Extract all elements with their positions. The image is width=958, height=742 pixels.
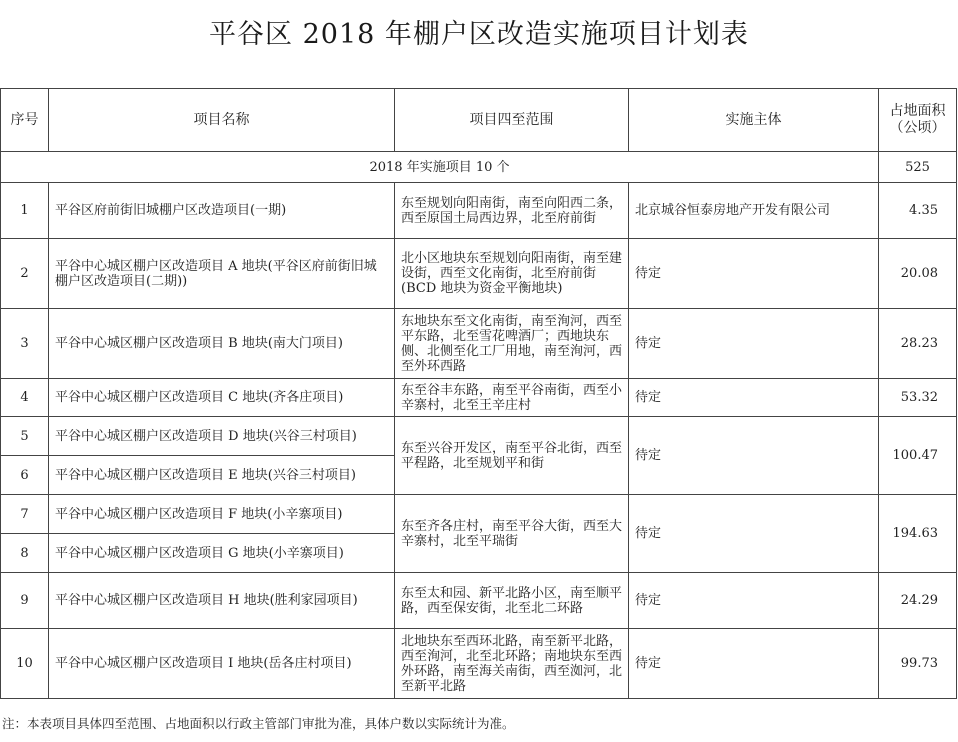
table-row [1,379,957,417]
row-no: 3 [1,309,49,379]
summary-row [1,152,957,183]
table-row [1,239,957,309]
row-area: 28.23 [879,309,957,379]
row-no: 5 [1,417,49,456]
table-row [1,309,957,379]
footnote: 注：本表项目具体四至范围、占地面积以行政主管部门审批为准，具体户数以实际统计为准。 [2,716,515,731]
row-scope: 东至兴谷开发区，南至平谷北街，西至平程路，北至规划平和街 [395,417,629,495]
row-scope: 东至太和园、新平北路小区，南至顺平路，西至保安街，北至北二环路 [395,573,629,629]
row-name: 平谷中心城区棚户区改造项目 E 地块(兴谷三村项目) [49,456,395,495]
row-name: 平谷中心城区棚户区改造项目 H 地块(胜利家园项目) [49,573,395,629]
row-entity: 待定 [629,239,879,309]
row-entity: 待定 [629,495,879,573]
page-title: 平谷区 2018 年棚户区改造实施项目计划表 [209,19,749,50]
row-name: 平谷中心城区棚户区改造项目 A 地块(平谷区府前街旧城棚户区改造项目(二期)) [49,239,395,309]
row-scope: 北地块东至西环北路，南至新平北路，西至洵河，北至北环路；南地块东至西外环路，南至海关南街，西至洳河，北至新平北路 [395,629,629,699]
header-row [1,89,957,152]
row-entity: 待定 [629,309,879,379]
row-entity: 待定 [629,379,879,417]
table-row [1,495,957,534]
row-no: 9 [1,573,49,629]
row-scope: 北小区地块东至规划向阳南街，南至建设街，西至文化南街，北至府前街(BCD 地块为资金平衡地块) [395,239,629,309]
row-name: 平谷中心城区棚户区改造项目 F 地块(小辛寨项目) [49,495,395,534]
row-area: 53.32 [879,379,957,417]
row-name: 平谷中心城区棚户区改造项目 I 地块(岳各庄村项目) [49,629,395,699]
row-no: 1 [1,183,49,239]
row-name: 平谷中心城区棚户区改造项目 B 地块(南大门项目) [49,309,395,379]
row-scope: 东地块东至文化南街，南至洵河，西至平东路，北至雪花啤酒厂；西地块东侧、北侧至化工厂用地，南至洵河，西至外环西路 [395,309,629,379]
row-no: 10 [1,629,49,699]
row-entity: 待定 [629,629,879,699]
row-no: 8 [1,534,49,573]
row-scope: 东至谷丰东路，南至平谷南街，西至小辛寨村，北至王辛庄村 [395,379,629,417]
row-area: 4.35 [879,183,957,239]
row-no: 4 [1,379,49,417]
row-name: 平谷中心城区棚户区改造项目 D 地块(兴谷三村项目) [49,417,395,456]
row-scope: 东至齐各庄村，南至平谷大街，西至大辛寨村，北至平瑞街 [395,495,629,573]
table-row [1,629,957,699]
row-name: 平谷区府前街旧城棚户区改造项目(一期) [49,183,395,239]
table-row [1,183,957,239]
header-scope: 项目四至范围 [395,89,629,152]
header-area: 占地面积（公顷） [879,89,957,152]
row-entity: 待定 [629,417,879,495]
row-area: 99.73 [879,629,957,699]
summary-area: 525 [879,152,957,183]
summary-label: 2018 年实施项目 10 个 [1,152,879,183]
row-area: 194.63 [879,495,957,573]
row-no: 2 [1,239,49,309]
header-entity: 实施主体 [629,89,879,152]
row-no: 7 [1,495,49,534]
row-scope: 东至规划向阳南街，南至向阳西二条，西至原国土局西边界，北至府前街 [395,183,629,239]
row-area: 24.29 [879,573,957,629]
row-entity: 待定 [629,573,879,629]
table-row [1,573,957,629]
row-name: 平谷中心城区棚户区改造项目 C 地块(齐各庄项目) [49,379,395,417]
row-area: 20.08 [879,239,957,309]
row-entity: 北京城谷恒泰房地产开发有限公司 [629,183,879,239]
row-name: 平谷中心城区棚户区改造项目 G 地块(小辛寨项目) [49,534,395,573]
row-area: 100.47 [879,417,957,495]
table-row [1,417,957,456]
header-name: 项目名称 [49,89,395,152]
project-plan-table [0,88,957,699]
row-no: 6 [1,456,49,495]
header-no: 序号 [1,89,49,152]
